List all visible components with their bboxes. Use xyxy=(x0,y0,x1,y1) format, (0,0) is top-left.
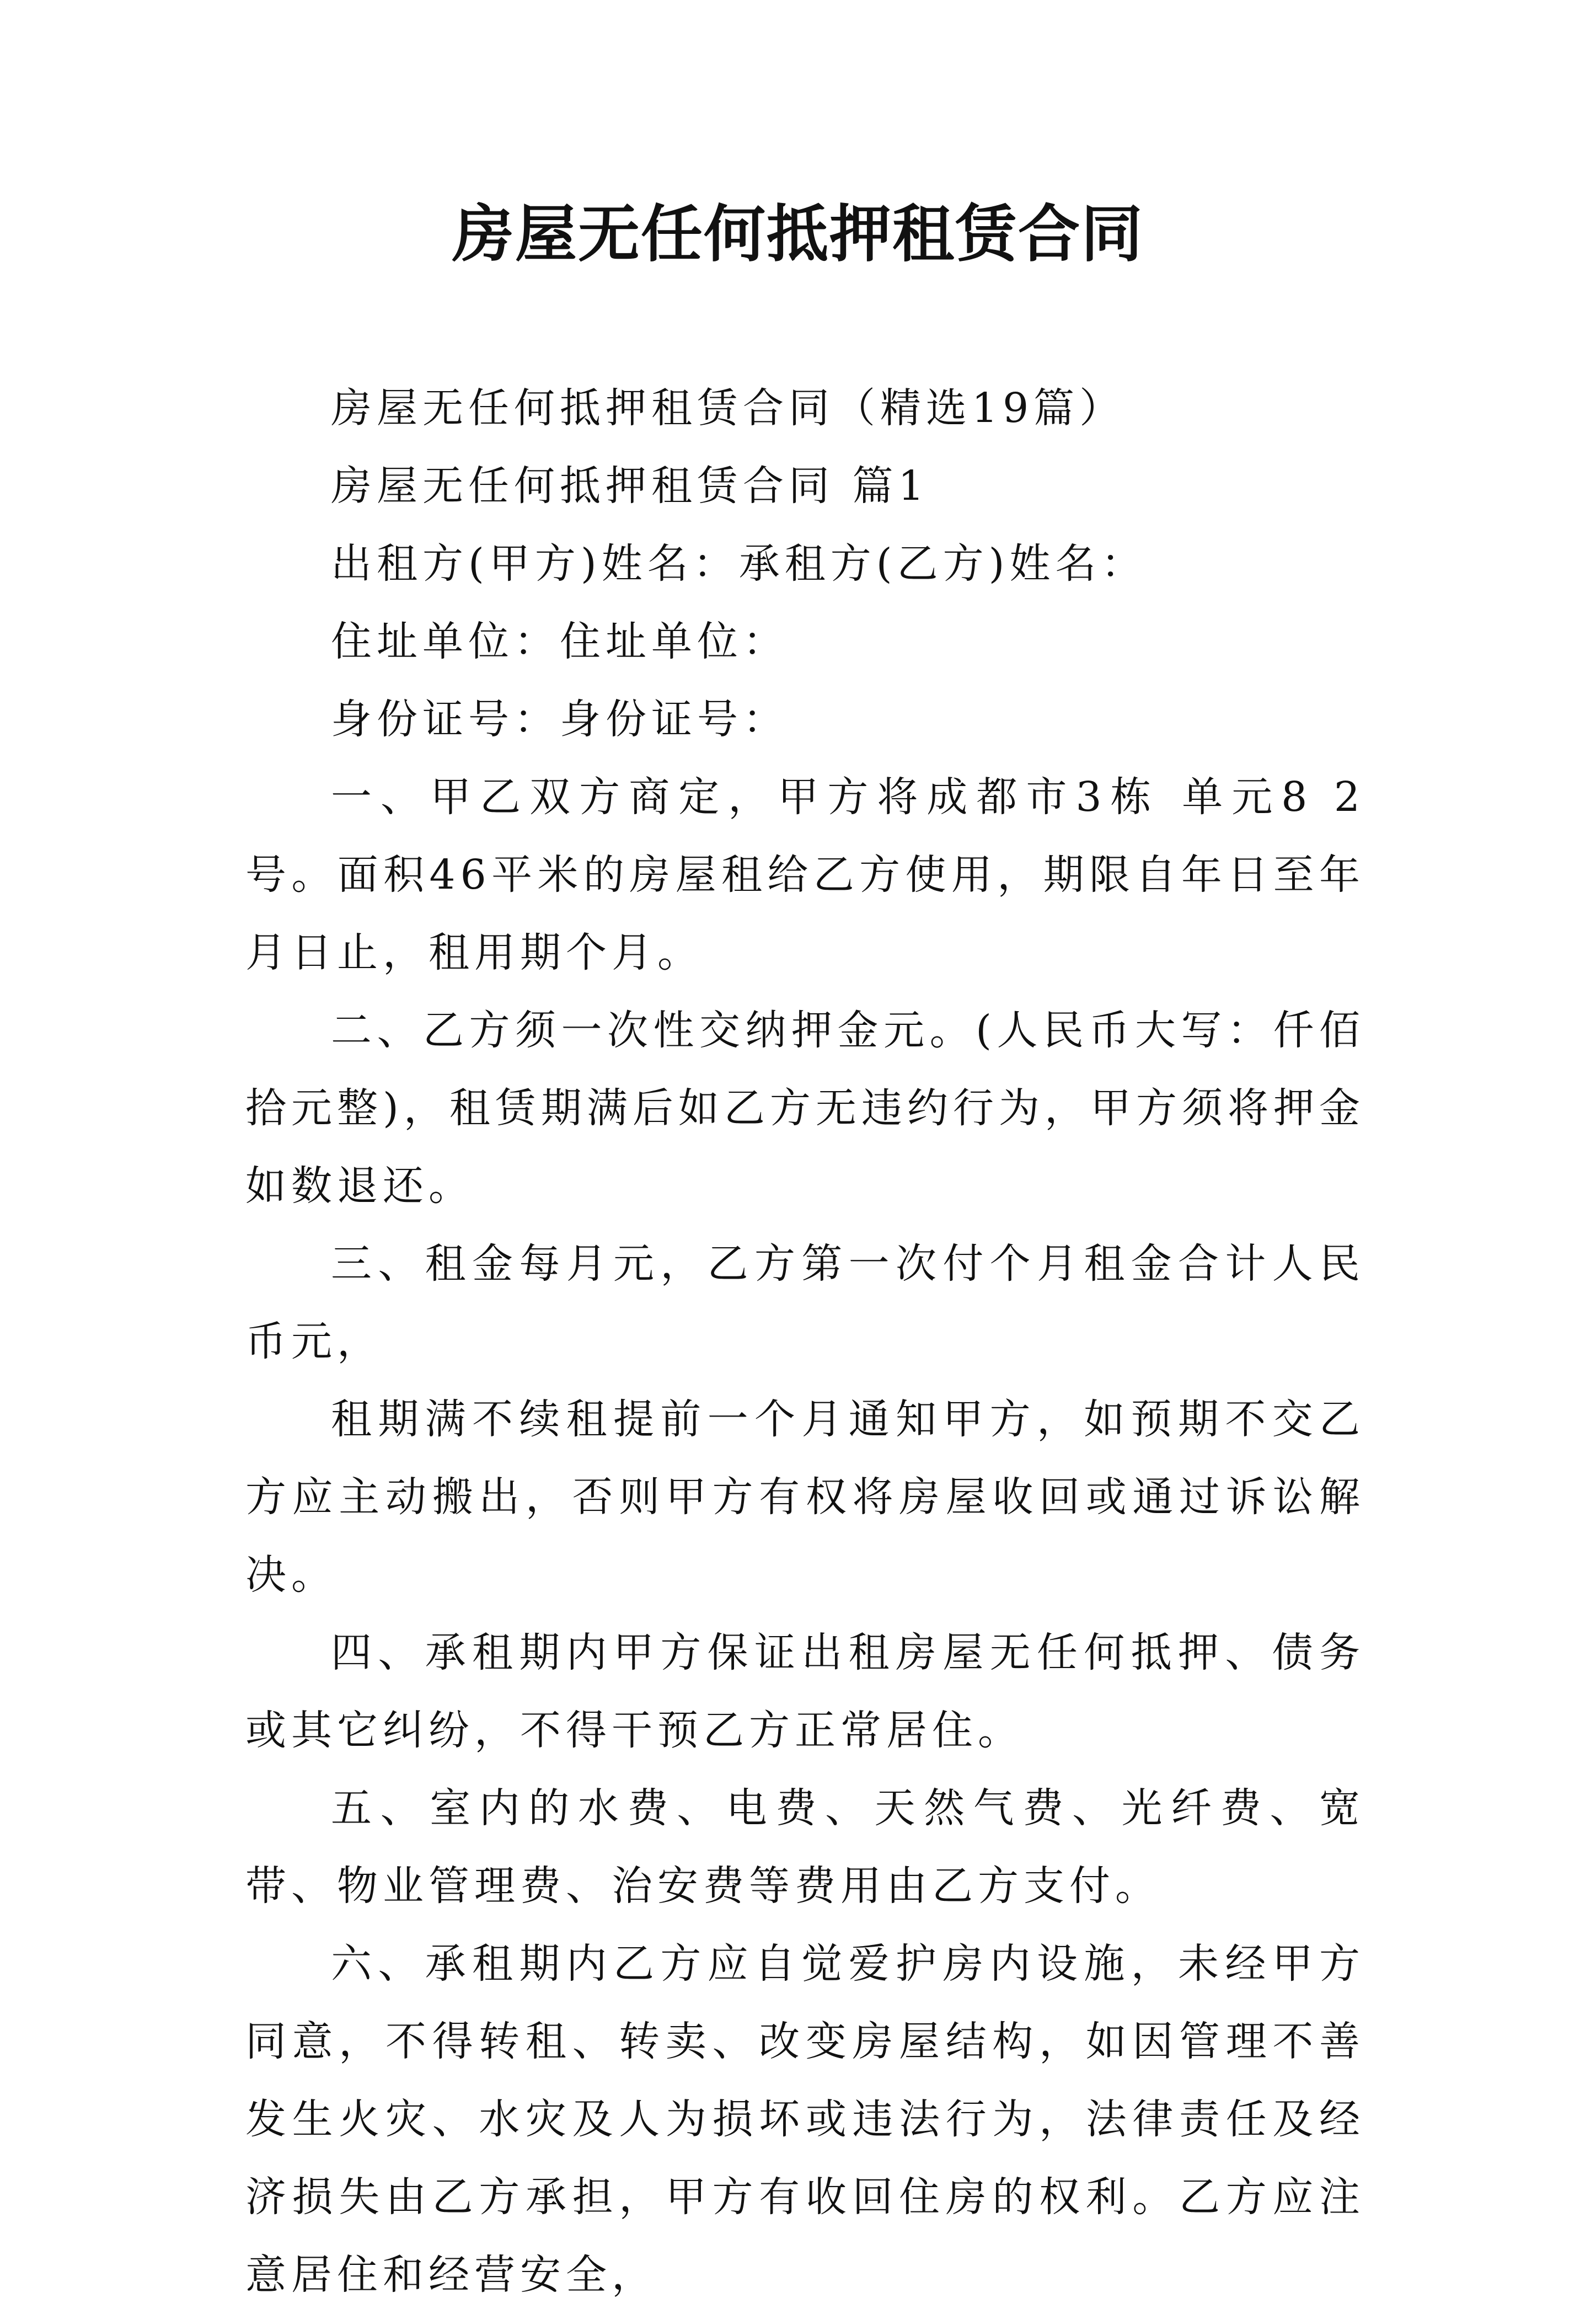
paragraph-clause-1: 一、甲乙双方商定，甲方将成都市3栋 单元8 2号。面积46平米的房屋租给乙方使用，期限自年日至年月日止，租用期个月。 xyxy=(245,773,1365,976)
paragraph-party-names: 出租方(甲方)姓名：承租方(乙方)姓名： xyxy=(331,540,1147,587)
document-body xyxy=(245,370,1365,2314)
paragraph-clause-3: 三、租金每月元，乙方第一次付个月租金合计人民币元， xyxy=(245,1240,1365,1365)
paragraph-section-heading: 房屋无任何抵押租赁合同 篇1 xyxy=(331,462,929,510)
paragraph-clause-6: 六、承租期内乙方应自觉爱护房内设施，未经甲方同意，不得转租、转卖、改变房屋结构，如因管理不善发生火灾、水灾及人为损坏或违法行为，法律责任及经济损失由乙方承担，甲方有收回住房的权利。乙方应注意居住和经营安全， xyxy=(245,1940,1365,2299)
paragraph-clause-3-continued: 租期满不续租提前一个月通知甲方，如预期不交乙方应主动搬出，否则甲方有权将房屋收回或通过诉讼解决。 xyxy=(245,1396,1365,1599)
paragraph-clause-2: 二、乙方须一次性交纳押金元。(人民币大写：仟佰拾元整)，租赁期满后如乙方无违约行为，甲方须将押金如数退还。 xyxy=(245,1007,1365,1210)
paragraph-party-ids: 身份证号：身份证号： xyxy=(331,696,789,743)
paragraph-subtitle: 房屋无任何抵押租赁合同（精选19篇） xyxy=(331,384,1126,432)
document-title: 房屋无任何抵押租赁合同 xyxy=(452,199,1144,270)
paragraph-clause-5: 五、室内的水费、电费、天然气费、光纤费、宽带、物业管理费、治安费等费用由乙方支付。 xyxy=(245,1784,1365,1910)
paragraph-party-addresses: 住址单位：住址单位： xyxy=(331,618,789,665)
paragraph-clause-4: 四、承租期内甲方保证出租房屋无任何抵押、债务或其它纠纷，不得干预乙方正常居住。 xyxy=(245,1629,1365,1754)
